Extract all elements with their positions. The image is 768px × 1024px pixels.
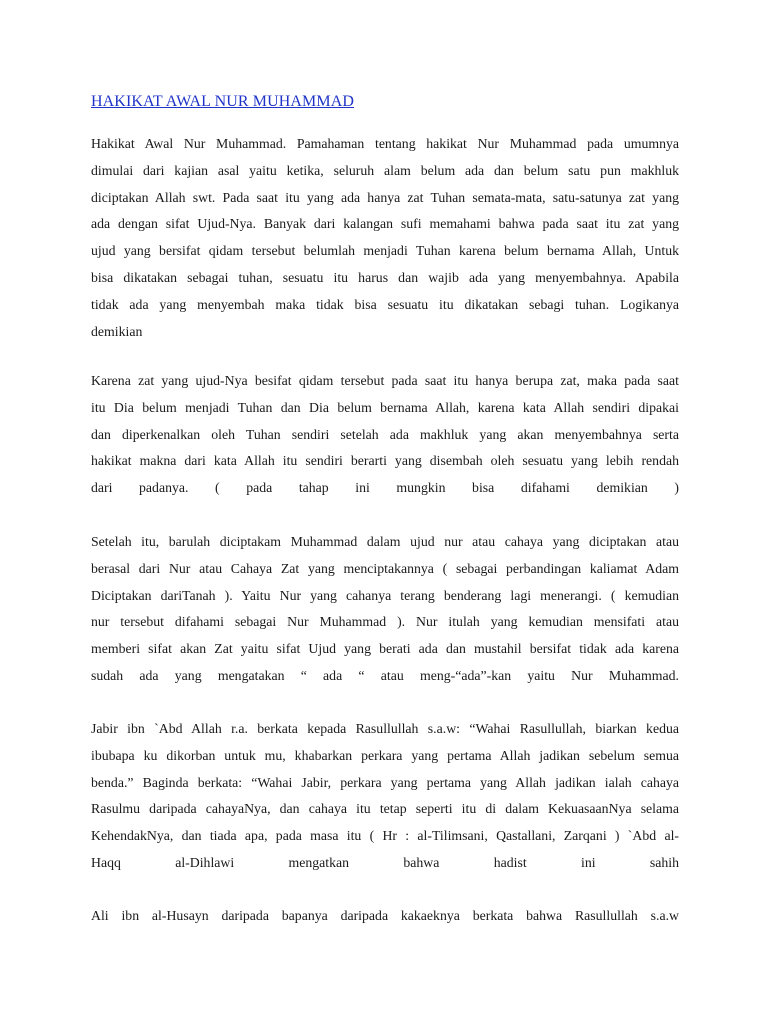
text-line: ada dengan sifat Ujud-Nya. Banyak dari kalangan sufi memahami bahwa pada saat itu zat yang <box>91 216 679 232</box>
text-line: memberi sifat akan Zat yaitu sifat Ujud yang berati ada dan mustahil bersifat tidak ada karena <box>91 641 679 657</box>
text-line: ujud yang bersifat qidam tersebut belumlah menjadi Tuhan karena belum bernama Allah, Untuk <box>91 243 679 259</box>
text-line: Jabir ibn `Abd Allah r.a. berkata kepada Rasullullah s.a.w: “Wahai Rasullullah, biarkan kedua <box>91 721 679 736</box>
text-line: dari padanya. ( pada tahap ini mungkin bisa difahami demikian ) <box>91 480 679 496</box>
text-line: benda.” Baginda berkata: “Wahai Jabir, perkara yang pertama yang Allah jadikan ialah cahaya <box>91 774 679 790</box>
text-line: demikian <box>91 323 143 339</box>
paragraph-4 <box>91 716 679 877</box>
paragraph-1 <box>91 131 679 345</box>
text-line: Hakikat Awal Nur Muhammad. Pamahaman tentang hakikat Nur Muhammad pada umumnya <box>91 136 679 151</box>
text-line: Setelah itu, barulah diciptakam Muhammad dalam ujud nur atau cahaya yang diciptakan atau <box>91 534 679 549</box>
text-line: dimulai dari kajian asal yaitu ketika, seluruh alam belum ada dan belum satu pun makhluk <box>91 162 679 178</box>
paragraph-3 <box>91 529 679 690</box>
text-line: ibubapa ku dikorban untuk mu, khabarkan perkara yang pertama Allah jadikan sebelum semua <box>91 747 679 763</box>
text-line: berasal dari Nur atau Cahaya Zat yang menciptakannya ( sebagai perbandingan kaliamat Adam <box>91 560 679 576</box>
text-line: Karena zat yang ujud-Nya besifat qidam tersebut pada saat itu hanya berupa zat, maka pada saat <box>91 373 679 388</box>
paragraph-5 <box>91 903 679 930</box>
text-line: sudah ada yang mengatakan “ ada “ atau meng-“ada”-kan yaitu Nur Muhammad. <box>91 667 679 683</box>
text-line: dan diperkenalkan oleh Tuhan sendiri setelah ada makhluk yang akan menyembahnya serta <box>91 426 679 442</box>
text-line: diciptakan Allah swt. Pada saat itu yang ada hanya zat Tuhan semata-mata, satu-satunya zat yang <box>91 189 679 205</box>
text-line: bisa dikatakan sebagai tuhan, sesuatu itu harus dan wajib ada yang menyembahnya. Apabila <box>91 269 679 285</box>
text-line: tidak ada yang menyembah maka tidak bisa sesuatu itu dikatakan sebagi tuhan. Logikanya <box>91 296 679 312</box>
text-line: Ali ibn al-Husayn daripada bapanya daripada kakaeknya berkata bahwa Rasullullah s.a.w <box>91 908 679 923</box>
text-line: Haqq al-Dihlawi mengatkan bahwa hadist ini sahih <box>91 854 679 870</box>
text-line: Rasulmu daripada cahayaNya, dan cahaya itu tetap seperti itu di dalam KekuasaanNya selama <box>91 801 679 817</box>
document-title[interactable]: HAKIKAT AWAL NUR MUHAMMAD <box>91 93 354 110</box>
text-line: itu Dia belum menjadi Tuhan dan Dia belum bernama Allah, karena kata Allah sendiri dipakai <box>91 399 679 415</box>
text-line: Diciptakan dariTanah ). Yaitu Nur yang cahanya terang benderang lagi menerangi. ( kemudian <box>91 587 679 603</box>
paragraph-2 <box>91 368 679 502</box>
text-line: hakikat makna dari kata Allah itu sendiri berarti yang disembah oleh sesuatu yang lebih rendah <box>91 453 679 469</box>
text-line: KehendakNya, dan tiada apa, pada masa itu ( Hr : al-Tilimsani, Qastallani, Zarqani ) `Abd al- <box>91 828 679 844</box>
text-line: nur tersebut difahami sebagai Nur Muhammad ). Nur itulah yang kemudian mensifati atau <box>91 614 679 630</box>
